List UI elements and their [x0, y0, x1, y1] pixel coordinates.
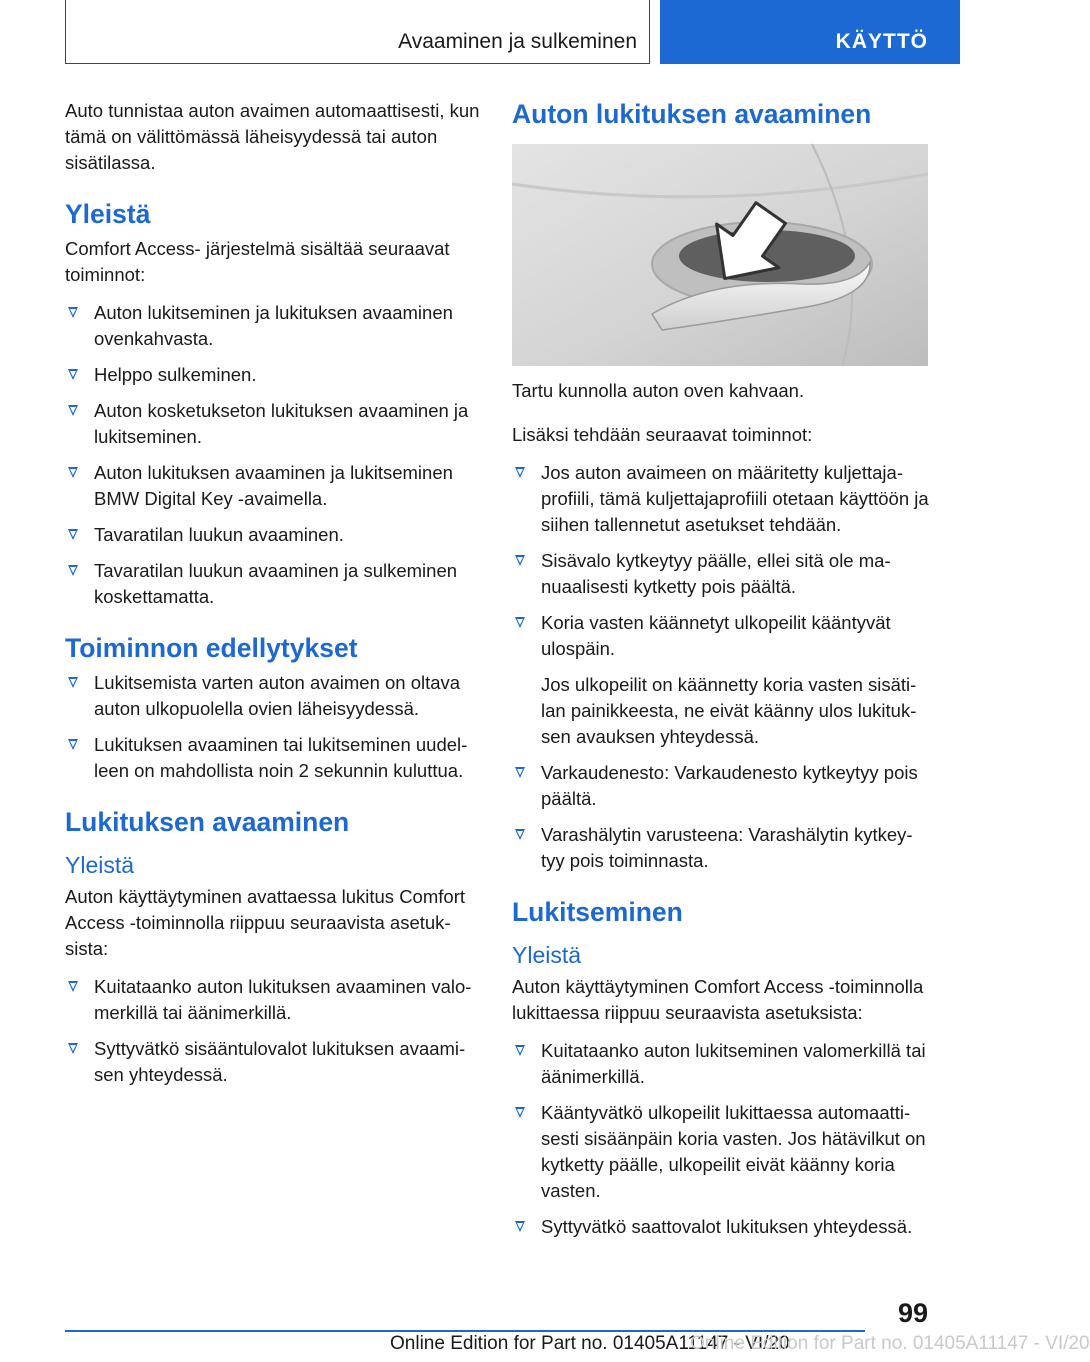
section-label: KÄYTTÖ	[835, 30, 928, 53]
list-item: Varashälytin varusteena: Varashälytin kytkeytyy pois toiminnasta.	[512, 822, 930, 874]
list-item: Kuitataanko auton lukituksen avaaminen valomerkillä tai äänimerkillä.	[65, 974, 480, 1026]
list-item: Lukitsemista varten auton avaimen on oltava auton ulkopuolella ovien läheisyydessä.	[65, 670, 480, 722]
list-item: Kuitataanko auton lukitseminen valomerkillä tai äänimerkillä.	[512, 1038, 930, 1090]
chapter-title: Avaaminen ja sulkeminen	[398, 30, 637, 53]
chapter-tab	[65, 0, 650, 64]
triangle-bullet-icon	[515, 467, 525, 478]
section-tab	[660, 0, 960, 64]
unlocking-heading: Lukituksen avaaminen	[65, 807, 350, 837]
triangle-bullet-icon	[515, 767, 525, 778]
list-item: Auton kosketukseton lukituksen avaaminen ja lukitseminen.	[65, 398, 480, 450]
door-handle-illustration	[512, 144, 928, 366]
triangle-bullet-icon	[68, 739, 78, 750]
unlock-car-text: Lisäksi tehdään seuraavat toiminnot:	[512, 424, 813, 445]
list-item: Jos auton avaimeen on määritetty kuljettajaprofiili, tämä kuljettajaprofiili otetaan käyttöön ja siihen tallennetut asetukset tehdään.	[512, 460, 930, 538]
list-item: Syttyvätkö sisääntulovalot lukituksen avaamisen yhteydessä.	[65, 1036, 480, 1088]
list-item: Tavaratilan luukun avaaminen ja sulkeminen koskettamatta.	[65, 558, 480, 610]
triangle-bullet-icon	[515, 1107, 525, 1118]
unlocking-list	[65, 974, 480, 1088]
general-list	[65, 300, 480, 610]
unlocking-text: Auton käyttäytyminen avattaessa lukitus Comfort Access -toiminnolla riippuu seuraavista asetuksista:	[65, 886, 465, 959]
right-column	[512, 98, 930, 1254]
locking-heading: Lukitseminen	[512, 897, 683, 927]
list-item: Varkaudenesto: Varkaudenesto kytkeytyy pois päältä.	[512, 760, 930, 812]
page-header	[65, 0, 960, 64]
triangle-bullet-icon	[515, 1045, 525, 1056]
list-item: Syttyvätkö saattovalot lukituksen yhteydessä.	[512, 1214, 930, 1240]
requirements-heading: Toiminnon edellytykset	[65, 633, 358, 663]
triangle-bullet-icon	[68, 981, 78, 992]
watermark-text: Online Edition for Part no. 01405A11147 - VI/20	[690, 1333, 1090, 1354]
triangle-bullet-icon	[68, 677, 78, 688]
triangle-bullet-icon	[515, 829, 525, 840]
triangle-bullet-icon	[68, 307, 78, 318]
triangle-bullet-icon	[68, 405, 78, 416]
list-item: Lukituksen avaaminen tai lukitseminen uudelleen on mahdollista noin 2 sekunnin kuluttua.	[65, 732, 480, 784]
unlock-car-list	[512, 460, 930, 874]
triangle-bullet-icon	[68, 369, 78, 380]
list-item: Kääntyvätkö ulkopeilit lukittaessa automaattisesti sisäänpäin koria vasten. Jos hätävilkut on kytketty päälle, ulkopeilit eivät käänny koria vasten.	[512, 1100, 930, 1204]
list-item: Auton lukitseminen ja lukituksen avaaminen ovenkahvasta.	[65, 300, 480, 352]
triangle-bullet-icon	[515, 617, 525, 628]
unlock-car-heading: Auton lukituksen avaaminen	[512, 99, 872, 129]
triangle-bullet-icon	[68, 529, 78, 540]
locking-text: Auton käyttäytyminen Comfort Access -toiminnolla lukittaessa riippuu seuraavista asetuksista:	[512, 976, 924, 1023]
footer-divider	[65, 1330, 865, 1332]
triangle-bullet-icon	[515, 555, 525, 566]
edition-text: Online Edition for Part no. 01405A11147 - VI/20	[390, 1333, 790, 1354]
list-item: Sisävalo kytkeytyy päälle, ellei sitä ole manuaalisesti kytketty pois päältä.	[512, 548, 930, 600]
list-item: Helppo sulkeminen.	[65, 362, 480, 388]
triangle-bullet-icon	[68, 467, 78, 478]
figure-caption: Tartu kunnolla auton oven kahvaan.	[512, 380, 805, 401]
general-text: Comfort Access- järjestelmä sisältää seuraavat toiminnot:	[65, 238, 450, 285]
list-item-note: Jos ulkopeilit on käännetty koria vasten sisätilan painikkeesta, ne eivät käänny ulos lukituksen avauksen yhteydessä.	[541, 674, 917, 747]
triangle-bullet-icon	[68, 1043, 78, 1054]
intro-paragraph: Auto tunnistaa auton avaimen automaattisesti, kun tämä on välittömässä läheisyydessä tai auton sisätilassa.	[65, 100, 480, 173]
locking-list	[512, 1038, 930, 1240]
page-number: 99	[897, 1298, 928, 1328]
list-item: Tavaratilan luukun avaaminen.	[65, 522, 480, 548]
left-column	[65, 98, 480, 1102]
list-item: Auton lukituksen avaaminen ja lukitseminen BMW Digital Key -avaimella.	[65, 460, 480, 512]
requirements-list	[65, 670, 480, 784]
general-heading: Yleistä	[65, 199, 151, 229]
locking-subheading: Yleistä	[512, 942, 582, 968]
unlocking-subheading: Yleistä	[65, 852, 135, 878]
list-item: Koria vasten käännetyt ulkopeilit kääntyvät ulospäin. Jos ulkopeilit on käännetty koria vasten sisätilan painikkeesta, ne eivät käänny ulos lukituksen avauksen yhteydessä.	[512, 610, 930, 750]
triangle-bullet-icon	[515, 1221, 525, 1232]
triangle-bullet-icon	[68, 565, 78, 576]
